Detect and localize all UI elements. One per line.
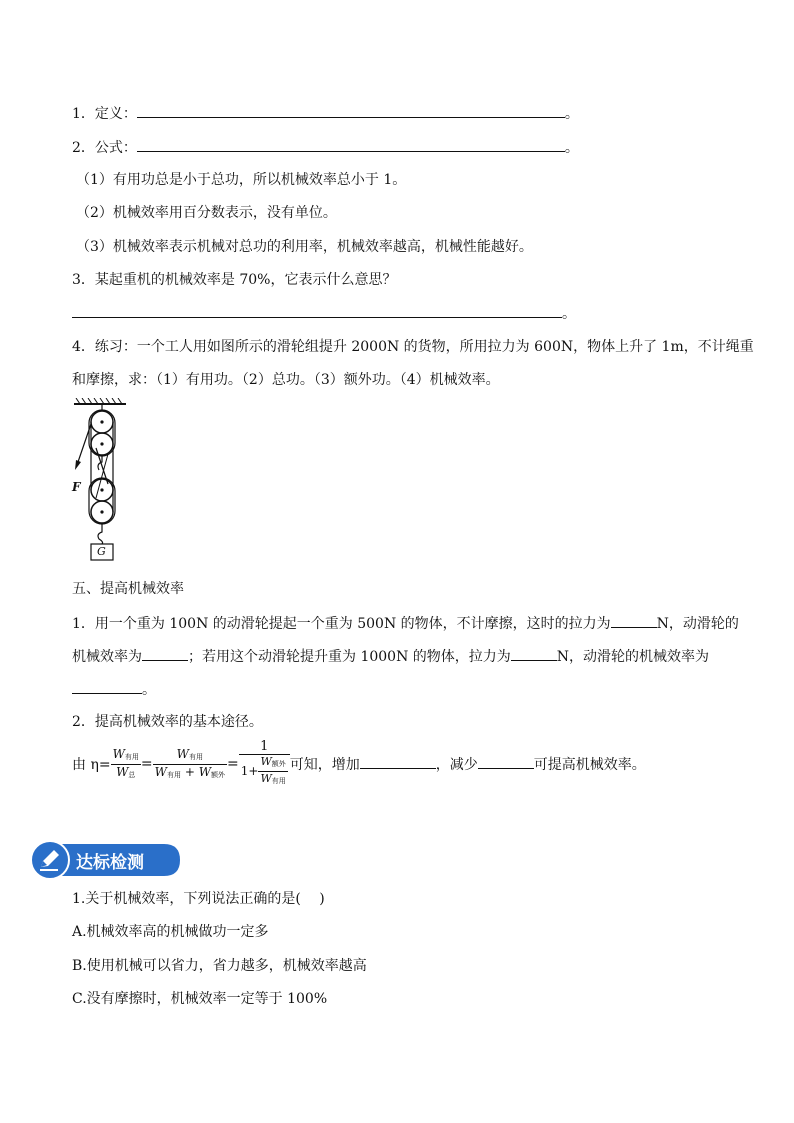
definition-label: 1．定义： [72,106,137,122]
pulley-question-line-1: 1．用一个重为 100N 的动滑轮提起一个重为 500N 的物体，不计摩擦，这时的拉力为 N，动滑轮的 [72,613,739,634]
definition-blank[interactable] [137,103,565,118]
note-1: （1）有用功总是小于总功，所以机械效率总小于 1。 [76,172,407,188]
frac-useful-over-total: $\frac{W_{有用}}{W_总}$ [112,746,139,779]
exercise-line-1: 4．练习：一个工人用如图所示的滑轮组提升 2000N 的货物，所用拉力为 600N，物体上升了 1m，不计绳重 [72,339,754,355]
note-2: （2）机械效率用百分数表示，没有单位。 [76,205,337,221]
increase-blank[interactable] [360,754,436,769]
pull-force-blank-2[interactable] [511,646,557,661]
weight-label: G [97,545,106,558]
crane-question: 3．某起重机的机械效率是 70%，它表示什么意思？ [72,272,397,288]
force-label: F [72,480,81,494]
crane-answer-blank[interactable] [72,303,562,318]
mc-option-c[interactable]: C.没有摩擦时，机械效率一定等于 100% [72,991,328,1007]
efficiency-blank-2[interactable] [72,679,142,694]
frac-one-over-ratio: 1 1+ $\frac{W_{额外}}{W_{有用}}$ [239,740,290,788]
efficiency-formula: 由 η= $\frac{W_{有用}}{W_总}$ = $\frac{W_{有用}}{W_{有用} + W_{额外}}$ = 1 1+ $\frac{W_{额外}}{W_{有用}}$ 可知，增加 ，减少 可提高机械效率。 [72,740,646,788]
formula-question: 2．公式： 。 [72,137,579,158]
exercise-line-2: 和摩擦，求：（1）有用功。（2）总功。（3）额外功。（4）机械效率。 [72,372,500,388]
pulley-question-line-2: 机械效率为 ；若用这个动滑轮提升重为 1000N 的物体，拉力为 N，动滑轮的机械效率为 [72,646,709,667]
pulley-question-line-3: 。 [72,679,156,700]
mc-option-b[interactable]: B.使用机械可以省力，省力越多，机械效率越高 [72,958,367,974]
efficiency-methods-question: 2．提高机械效率的基本途径。 [72,714,263,730]
frac-useful-over-sum: $\frac{W_{有用}}{W_{有用} + W_{额外}}$ [154,746,226,779]
efficiency-blank-1[interactable] [142,646,188,661]
mc-question: 1.关于机械效率，下列说法正确的是( ) [72,891,325,907]
formula-blank[interactable] [137,137,565,152]
note-3: （3）机械效率表示机械对总功的利用率，机械效率越高，机械性能越好。 [76,239,533,255]
formula-label: 2．公式： [72,140,137,156]
decrease-blank[interactable] [478,754,534,769]
pull-force-blank-1[interactable] [611,613,657,628]
badge-title: 达标检测 [76,853,144,873]
crane-answer-line: 。 [72,303,576,324]
section-5-title: 五、提高机械效率 [72,581,184,597]
mc-option-a[interactable]: A.机械效率高的机械做功一定多 [72,924,269,940]
definition-question: 1．定义： 。 [72,103,579,124]
